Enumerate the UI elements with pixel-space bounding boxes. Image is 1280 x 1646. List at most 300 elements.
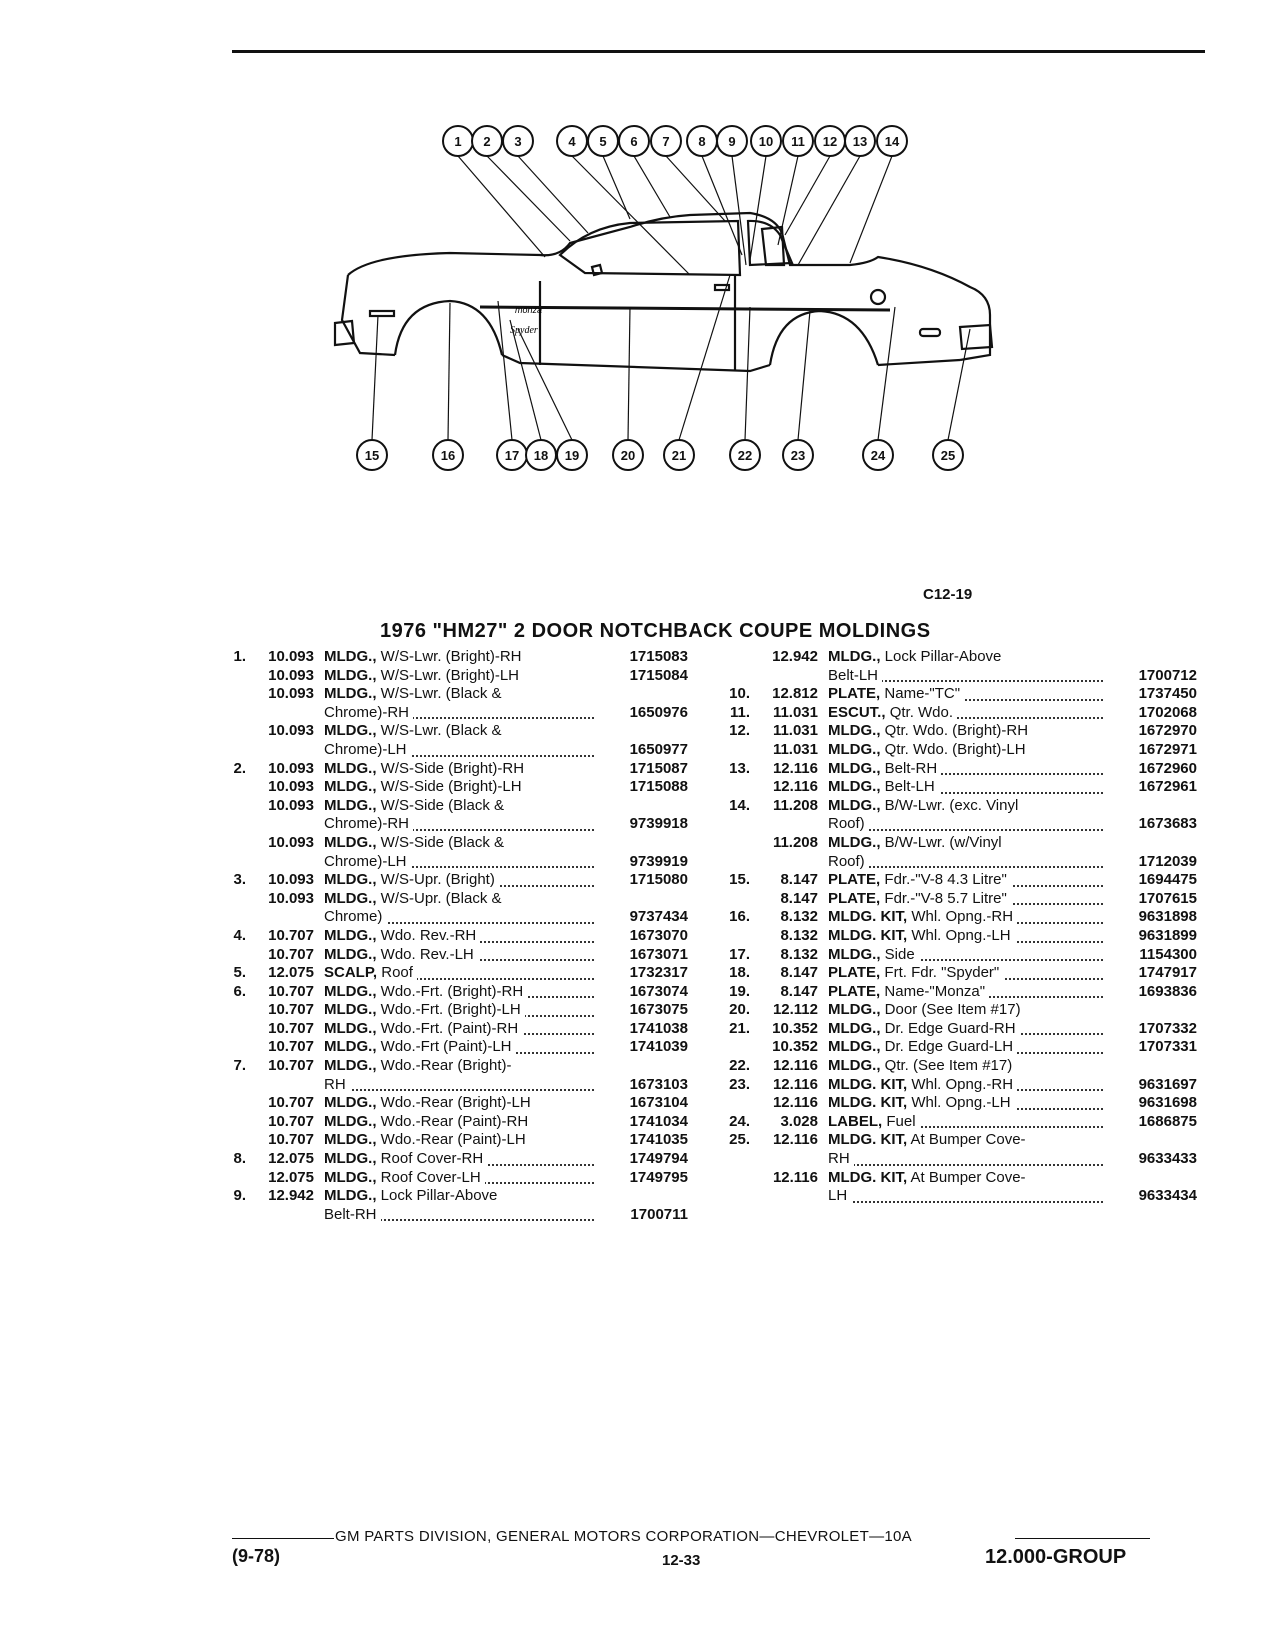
item-text: Qtr. Wdo. (Bright)-LH <box>884 740 1026 758</box>
item-name: MLDG., <box>324 1019 377 1037</box>
group-number: 10.093 <box>268 685 314 703</box>
item-number: 5. <box>233 964 246 982</box>
part-number: 1715088 <box>629 778 688 796</box>
part-number: 9631697 <box>1138 1075 1197 1093</box>
svg-text:22: 22 <box>737 448 753 463</box>
parts-row <box>722 778 1197 797</box>
item-number: 21. <box>729 1019 750 1037</box>
parts-row <box>722 1169 1197 1188</box>
footer-rule-right <box>1015 1538 1150 1539</box>
badge-monza: monza <box>515 305 543 315</box>
item-description <box>314 1076 594 1095</box>
leader-line <box>372 315 378 440</box>
item-name: MLDG., <box>324 796 377 814</box>
item-description <box>818 834 1103 853</box>
svg-text:1: 1 <box>454 134 462 149</box>
item-name: MLDG., <box>324 778 377 796</box>
parts-row <box>218 1076 688 1095</box>
item-text: Belt-RH <box>324 1205 377 1223</box>
group-number: 11.031 <box>772 703 818 721</box>
parts-row <box>722 797 1197 816</box>
leader-line <box>745 307 750 440</box>
parts-row <box>722 815 1197 834</box>
item-name: MLDG. KIT, <box>828 908 908 926</box>
parts-row <box>722 1187 1197 1206</box>
item-description <box>314 704 594 723</box>
item-number: 19. <box>729 982 750 1000</box>
parts-row <box>722 685 1197 704</box>
group-number: 10.093 <box>268 778 314 796</box>
item-text: Chrome)-RH <box>324 815 410 833</box>
item-description <box>314 667 594 686</box>
svg-text:24: 24 <box>870 448 886 463</box>
top-rule <box>232 50 1205 53</box>
item-description <box>818 704 1103 723</box>
item-description <box>818 1001 1103 1020</box>
item-text: Belt-LH <box>884 778 935 796</box>
parts-row <box>218 797 688 816</box>
leader-line <box>572 156 690 275</box>
item-description <box>314 1020 594 1039</box>
leader-line <box>785 156 830 235</box>
svg-text:8: 8 <box>698 134 706 149</box>
group-number: 12.116 <box>772 1075 818 1093</box>
part-number: 1672960 <box>1138 759 1197 777</box>
item-text: Frt. Fdr. "Spyder" <box>884 964 1000 982</box>
parts-row <box>218 685 688 704</box>
callout-12 <box>815 126 845 156</box>
group-number: 10.093 <box>268 796 314 814</box>
group-number: 12.075 <box>268 964 314 982</box>
part-number: 1715087 <box>629 759 688 777</box>
parts-row <box>722 1131 1197 1150</box>
group-number: 10.093 <box>268 871 314 889</box>
item-name: MLDG. KIT, <box>828 926 908 944</box>
part-number: 1673103 <box>629 1075 688 1093</box>
item-name: MLDG., <box>828 945 881 963</box>
part-number: 1737450 <box>1138 685 1197 703</box>
item-number: 22. <box>729 1057 750 1075</box>
item-text: RH <box>324 1075 346 1093</box>
item-description <box>314 834 594 853</box>
item-text: Qtr. Wdo. <box>889 703 954 721</box>
item-description <box>818 983 1103 1002</box>
parts-row <box>722 983 1197 1002</box>
item-description <box>314 1150 594 1169</box>
item-text: At Bumper Cove- <box>910 1168 1026 1186</box>
item-number: 4. <box>233 926 246 944</box>
item-description <box>314 1057 594 1076</box>
group-number: 12.116 <box>772 759 818 777</box>
group-number: 12.942 <box>772 648 818 665</box>
svg-text:10: 10 <box>758 134 774 149</box>
group-number: 10.707 <box>268 1057 314 1075</box>
item-description <box>314 871 594 890</box>
figure-code: C12-19 <box>923 586 973 603</box>
group-number: 12.942 <box>268 1187 314 1205</box>
parts-row <box>218 834 688 853</box>
item-text: B/W-Lwr. (w/Vinyl <box>884 833 1002 851</box>
item-text: Dr. Edge Guard-RH <box>884 1019 1016 1037</box>
callout-5 <box>588 126 618 156</box>
item-number: 9. <box>233 1187 246 1205</box>
item-description <box>818 797 1103 816</box>
item-number: 12. <box>729 722 750 740</box>
group-number: 12.075 <box>268 1168 314 1186</box>
item-text: Roof Cover-LH <box>380 1168 481 1186</box>
svg-text:23: 23 <box>790 448 806 463</box>
group-number: 3.028 <box>780 1112 818 1130</box>
callout-16 <box>433 440 463 470</box>
item-name: PLATE, <box>828 685 881 703</box>
part-number: 1715080 <box>629 871 688 889</box>
group-number: 10.093 <box>268 759 314 777</box>
part-number: 9739919 <box>629 852 688 870</box>
item-text: Roof) <box>828 852 865 870</box>
item-name: MLDG., <box>828 833 881 851</box>
leader-line <box>603 156 630 219</box>
item-description <box>314 927 594 946</box>
item-description <box>818 908 1103 927</box>
part-number: 1650976 <box>629 703 688 721</box>
group-number: 10.707 <box>268 1001 314 1019</box>
parts-row <box>722 1094 1197 1113</box>
leader-line <box>666 156 725 221</box>
callouts-top <box>443 126 907 156</box>
group-number: 12.812 <box>772 685 818 703</box>
item-text: Whl. Opng.-LH <box>911 926 1011 944</box>
part-number: 1672961 <box>1138 778 1197 796</box>
parts-row <box>722 853 1197 872</box>
item-text: Wdo.-Frt. (Bright)-RH <box>380 982 524 1000</box>
group-number: 10.707 <box>268 1038 314 1056</box>
part-number: 1732317 <box>629 964 688 982</box>
item-number: 6. <box>233 982 246 1000</box>
part-number: 9633434 <box>1138 1187 1197 1205</box>
item-text: Dr. Edge Guard-LH <box>884 1038 1014 1056</box>
item-name: MLDG., <box>324 1038 377 1056</box>
parts-row <box>722 946 1197 965</box>
item-description <box>818 927 1103 946</box>
item-number: 13. <box>729 759 750 777</box>
parts-row <box>218 741 688 760</box>
part-number: 1650977 <box>629 740 688 758</box>
item-text: Name-"Monza" <box>884 982 986 1000</box>
item-name: MLDG. KIT, <box>828 1168 908 1186</box>
item-text: LH <box>828 1187 848 1205</box>
item-text: W/S-Side (Black & <box>380 833 505 851</box>
part-number: 1749794 <box>629 1150 688 1168</box>
item-description <box>818 890 1103 909</box>
item-name: MLDG., <box>324 666 377 684</box>
item-description <box>818 1038 1103 1057</box>
item-description <box>818 1131 1103 1150</box>
callout-11 <box>783 126 813 156</box>
item-description <box>314 1113 594 1132</box>
callout-18 <box>526 440 556 470</box>
part-number: 1707332 <box>1138 1019 1197 1037</box>
part-number: 1741034 <box>629 1112 688 1130</box>
leader-line <box>510 320 541 440</box>
part-number: 9631899 <box>1138 926 1197 944</box>
group-number: 10.093 <box>268 722 314 740</box>
item-description <box>314 853 594 872</box>
parts-row <box>218 778 688 797</box>
group-number: 12.116 <box>772 1094 818 1112</box>
callout-17 <box>497 440 527 470</box>
item-description <box>314 964 594 983</box>
parts-row <box>218 964 688 983</box>
parts-row <box>218 1131 688 1150</box>
item-description <box>818 853 1103 872</box>
parts-row <box>218 1057 688 1076</box>
car-body <box>335 213 992 371</box>
callout-24 <box>863 440 893 470</box>
item-name: MLDG., <box>324 871 377 889</box>
item-number: 15. <box>729 871 750 889</box>
parts-row <box>218 908 688 927</box>
item-number: 2. <box>233 759 246 777</box>
group-number: 10.707 <box>268 926 314 944</box>
part-number: 1672970 <box>1138 722 1197 740</box>
callout-20 <box>613 440 643 470</box>
badge-spyder: Spyder <box>510 325 538 336</box>
group-number: 10.093 <box>268 648 314 665</box>
parts-row <box>722 908 1197 927</box>
group-number: 12.116 <box>772 1168 818 1186</box>
svg-text:2: 2 <box>483 134 491 149</box>
group-number: 10.352 <box>772 1019 818 1037</box>
item-text: Chrome)-LH <box>324 852 407 870</box>
svg-text:15: 15 <box>364 448 380 463</box>
item-name: MLDG. KIT, <box>828 1131 908 1149</box>
leader-line <box>487 156 570 241</box>
item-description <box>818 760 1103 779</box>
svg-text:25: 25 <box>940 448 956 463</box>
svg-text:12: 12 <box>822 134 838 149</box>
callout-15 <box>357 440 387 470</box>
part-number: 1673075 <box>629 1001 688 1019</box>
parts-row <box>218 1150 688 1169</box>
parts-row <box>218 1169 688 1188</box>
item-description <box>818 1020 1103 1039</box>
item-name: MLDG., <box>324 759 377 777</box>
item-description <box>314 760 594 779</box>
item-text: Wdo.-Frt (Paint)-LH <box>380 1038 512 1056</box>
item-text: RH <box>828 1150 850 1168</box>
part-number: 1700711 <box>630 1205 688 1223</box>
svg-text:20: 20 <box>620 448 636 463</box>
svg-text:3: 3 <box>514 134 522 149</box>
item-name: MLDG., <box>324 1187 377 1205</box>
item-name: MLDG., <box>828 740 881 758</box>
parts-row <box>218 946 688 965</box>
item-name: PLATE, <box>828 889 881 907</box>
svg-text:13: 13 <box>852 134 868 149</box>
part-number: 1673074 <box>629 982 688 1000</box>
callout-23 <box>783 440 813 470</box>
item-text: Chrome)-RH <box>324 703 410 721</box>
item-description <box>818 1187 1103 1206</box>
leader-line <box>778 156 798 245</box>
item-text: W/S-Upr. (Black & <box>380 889 502 907</box>
item-name: ESCUT., <box>828 703 886 721</box>
item-description <box>314 685 594 704</box>
item-number: 7. <box>233 1057 246 1075</box>
parts-row <box>722 1113 1197 1132</box>
item-text: Wdo.-Rear (Bright)- <box>380 1057 512 1075</box>
item-description <box>314 741 594 760</box>
item-description <box>314 797 594 816</box>
item-name: MLDG., <box>324 685 377 703</box>
item-description <box>314 1187 594 1206</box>
svg-text:11: 11 <box>791 134 805 149</box>
item-description <box>314 815 594 834</box>
item-name: MLDG., <box>324 1168 377 1186</box>
item-number: 3. <box>233 871 246 889</box>
group-number: 8.147 <box>780 982 818 1000</box>
item-name: MLDG., <box>828 1019 881 1037</box>
item-text: W/S-Side (Black & <box>380 796 505 814</box>
parts-row <box>722 834 1197 853</box>
item-text: Roof Cover-RH <box>380 1150 484 1168</box>
callout-19 <box>557 440 587 470</box>
parts-row <box>218 815 688 834</box>
part-number: 1741035 <box>629 1131 688 1149</box>
item-text: Whl. Opng.-RH <box>911 1075 1014 1093</box>
item-description <box>818 1113 1103 1132</box>
svg-text:14: 14 <box>884 134 900 149</box>
item-name: MLDG. KIT, <box>828 1075 908 1093</box>
footer-date: (9-78) <box>232 1546 281 1566</box>
item-number: 18. <box>729 964 750 982</box>
item-text: W/S-Side (Bright)-LH <box>380 778 522 796</box>
item-text: Qtr. (See Item #17) <box>884 1057 1013 1075</box>
item-description <box>818 1169 1103 1188</box>
part-number: 1694475 <box>1138 871 1197 889</box>
item-description <box>818 946 1103 965</box>
parts-row <box>722 741 1197 760</box>
item-text: Name-"TC" <box>884 685 961 703</box>
parts-row <box>722 667 1197 686</box>
parts-row <box>722 648 1197 667</box>
item-text: W/S-Upr. (Bright) <box>380 871 495 889</box>
item-name: MLDG., <box>828 1038 881 1056</box>
svg-text:19: 19 <box>564 448 580 463</box>
group-number: 11.208 <box>772 833 818 851</box>
parts-list-left <box>218 648 688 1224</box>
group-number: 12.075 <box>268 1150 314 1168</box>
item-name: MLDG., <box>828 778 881 796</box>
callout-9 <box>717 126 747 156</box>
item-description <box>314 1169 594 1188</box>
item-description <box>818 722 1103 741</box>
parts-row <box>722 1150 1197 1169</box>
item-text: Wdo.-Frt. (Bright)-LH <box>380 1001 521 1019</box>
leader-line <box>628 307 630 440</box>
item-number: 1. <box>233 648 246 665</box>
parts-row <box>218 1038 688 1057</box>
item-name: MLDG., <box>324 1150 377 1168</box>
parts-row <box>722 927 1197 946</box>
group-number: 8.132 <box>780 945 818 963</box>
parts-row <box>218 890 688 909</box>
item-description <box>314 722 594 741</box>
leader-line <box>679 275 730 440</box>
item-name: PLATE, <box>828 982 881 1000</box>
svg-text:16: 16 <box>440 448 456 463</box>
item-description <box>314 778 594 797</box>
parts-row <box>218 667 688 686</box>
item-text: Chrome)-LH <box>324 740 407 758</box>
part-number: 1749795 <box>629 1168 688 1186</box>
parts-row <box>218 704 688 723</box>
group-number: 10.707 <box>268 1019 314 1037</box>
item-name: MLDG., <box>324 833 377 851</box>
group-number: 8.147 <box>780 889 818 907</box>
part-number: 1741038 <box>629 1019 688 1037</box>
leader-line <box>518 156 588 233</box>
item-text: Wdo.-Rear (Paint)-RH <box>380 1112 529 1130</box>
item-name: MLDG., <box>324 1094 377 1112</box>
item-number: 10. <box>729 685 750 703</box>
callout-1 <box>443 126 473 156</box>
item-text: Wdo.-Rear (Paint)-LH <box>380 1131 526 1149</box>
leader-line <box>448 303 450 440</box>
item-name: SCALP, <box>324 964 378 982</box>
item-name: MLDG., <box>828 759 881 777</box>
footer-page-number: 12-33 <box>662 1552 701 1569</box>
part-number: 1712039 <box>1138 852 1197 870</box>
parts-row <box>218 722 688 741</box>
group-number: 8.147 <box>780 871 818 889</box>
item-description <box>314 946 594 965</box>
item-name: MLDG., <box>324 648 377 665</box>
parts-row <box>218 1206 688 1225</box>
item-description <box>818 667 1103 686</box>
item-text: Whl. Opng.-LH <box>911 1094 1011 1112</box>
part-number: 1707615 <box>1138 889 1197 907</box>
leader-lines <box>372 156 970 440</box>
callout-25 <box>933 440 963 470</box>
item-text: Roof <box>381 964 413 982</box>
group-number: 8.147 <box>780 964 818 982</box>
svg-text:17: 17 <box>504 448 520 463</box>
svg-text:4: 4 <box>568 134 576 149</box>
item-text: W/S-Lwr. (Bright)-RH <box>380 648 522 665</box>
callout-10 <box>751 126 781 156</box>
group-number: 11.208 <box>772 796 818 814</box>
footer-rule-left <box>232 1538 334 1539</box>
item-text: W/S-Lwr. (Black & <box>380 722 502 740</box>
item-name: MLDG. KIT, <box>828 1094 908 1112</box>
group-number: 10.707 <box>268 1112 314 1130</box>
callout-14 <box>877 126 907 156</box>
item-number: 14. <box>729 796 750 814</box>
item-name: MLDG., <box>324 945 377 963</box>
part-number: 1673683 <box>1138 815 1197 833</box>
item-name: MLDG., <box>324 982 377 1000</box>
part-number: 1673104 <box>629 1094 688 1112</box>
item-number: 20. <box>729 1001 750 1019</box>
item-name: MLDG., <box>324 722 377 740</box>
part-number: 1693836 <box>1138 982 1197 1000</box>
part-number: 9739918 <box>629 815 688 833</box>
item-text: Wdo. Rev.-RH <box>380 926 477 944</box>
part-number: 9633433 <box>1138 1150 1197 1168</box>
group-number: 12.112 <box>772 1001 818 1019</box>
item-text: Lock Pillar-Above <box>380 1187 498 1205</box>
